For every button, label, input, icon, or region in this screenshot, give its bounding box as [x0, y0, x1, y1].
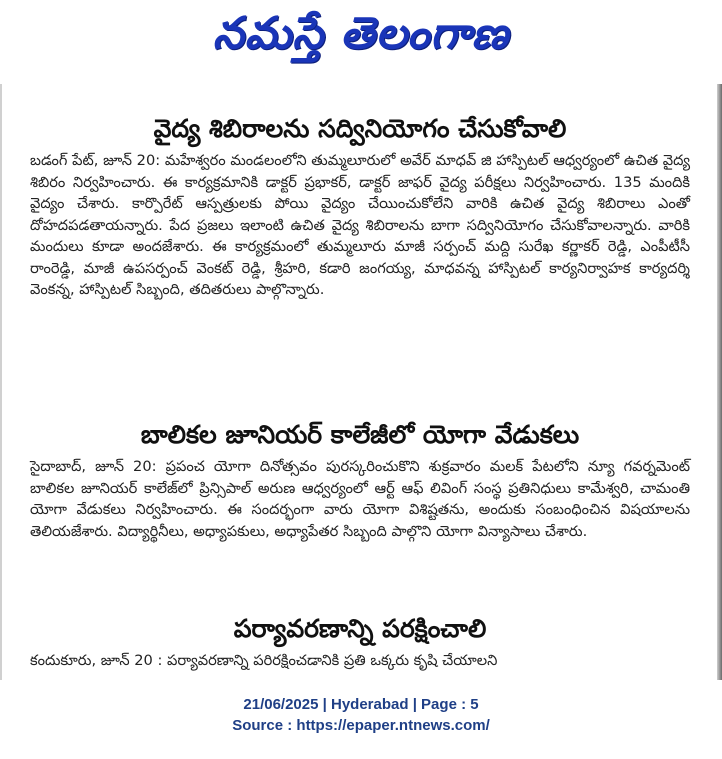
article-body: కందుకూరు, జూన్ 20 : పర్యావరణాన్ని పరిరక్షించడానికి ప్రతి ఒక్కరు కృషి చేయాలని [30, 652, 498, 669]
clipping-right-edge [717, 84, 722, 680]
news-clipping [0, 84, 722, 680]
page-footer [0, 694, 722, 736]
article-medical-camps [30, 112, 690, 301]
article-yoga-college [30, 418, 690, 542]
article-headline: బాలికల జూనియర్ కాలేజీలో యోగా వేడుకలు [140, 420, 580, 449]
edition-info: 21/06/2025 | Hyderabad | Page : 5 [243, 696, 479, 713]
article-body: సైదాబాద్, జూన్ 20: ప్రపంచ యోగా దినోత్సవం పురస్కరించుకొని శుక్రవారం మలక్ పేటలోని న్యూ గవర్నమెంట్ బాలికల జూనియర్ కాలేజ్‌లో ప్రిన్సిపాల్ అరుణ ఆధ్వర్యంలో ఆర్ట్ ఆఫ్ లివింగ్ సంస్థ ప్రతినిధులు కామేశ్వరి, చామంతి యోగా వేడుకలు నిర్వహించారు. ఈ సందర్భంగా వారు యోగా విశిష్టతను, అందుకు సంబంధించిన విషయాలను తెలియజేశారు. విద్యార్థినీలు, అధ్యాపకులు, అధ్యాపేతర సిబ్బంది పాల్గొని యోగా విన్యాసాలు చేశారు. [30, 458, 690, 540]
article-headline: వైద్య శిబిరాలను సద్వినియోగం చేసుకోవాలి [153, 114, 567, 143]
masthead [0, 0, 722, 78]
article-environment [30, 612, 690, 672]
clipping-left-edge [0, 84, 2, 680]
article-headline: పర్యావరణాన్ని పరక్షించాలి [233, 614, 487, 643]
article-body: బడంగ్ పేట్, జూన్ 20: మహేశ్వరం మండలంలోని తుమ్మలూరులో అవేర్ మాధవ్ జి హాస్పిటల్ ఆధ్వర్యంలో ఉచిత వైద్య శిబిరం నిర్వహించారు. ఈ కార్యక్రమానికి డాక్టర్ ప్రభాకర్, డాక్టర్ జాఫర్ వైద్య పరీక్షలు నిర్వహించారు. 135 మందికి వైద్యం చేశారు. కార్పొరేట్ ఆస్పత్రులకు పోయి వైద్యం చేయించుకోలేని వారికి ఉచిత వైద్య శిబిరాలు ఎంతో దోహదపడతాయన్నారు. పేద ప్రజలు ఇలాంటి ఉచిత వైద్య శిబిరాలను బాగా సద్వినియోగం చేసుకోవాలన్నారు. వారికి మందులు కూడా అందజేశారు. ఈ కార్యక్రమంలో తుమ్మలూరు మాజీ సర్పంచ్ మద్ది సురేఖ కర్ణాకర్ రెడ్డి, ఎంపీటీసీ రాంరెడ్డి, మాజీ ఉపసర్పంచ్ వెంకట్ రెడ్డి, శ్రీహరి, కడారి జంగయ్య, మాధవన్న హాస్పిటల్ కార్యనిర్వాహక కార్యదర్శి వెంకన్న, హాస్పిటల్ సిబ్బంది, తదితరులు పాల్గొన్నారు. [30, 152, 690, 298]
source-link[interactable]: Source : https://epaper.ntnews.com/ [232, 717, 490, 734]
newspaper-logo: నమస్తే తెలంగాణ [212, 8, 510, 59]
